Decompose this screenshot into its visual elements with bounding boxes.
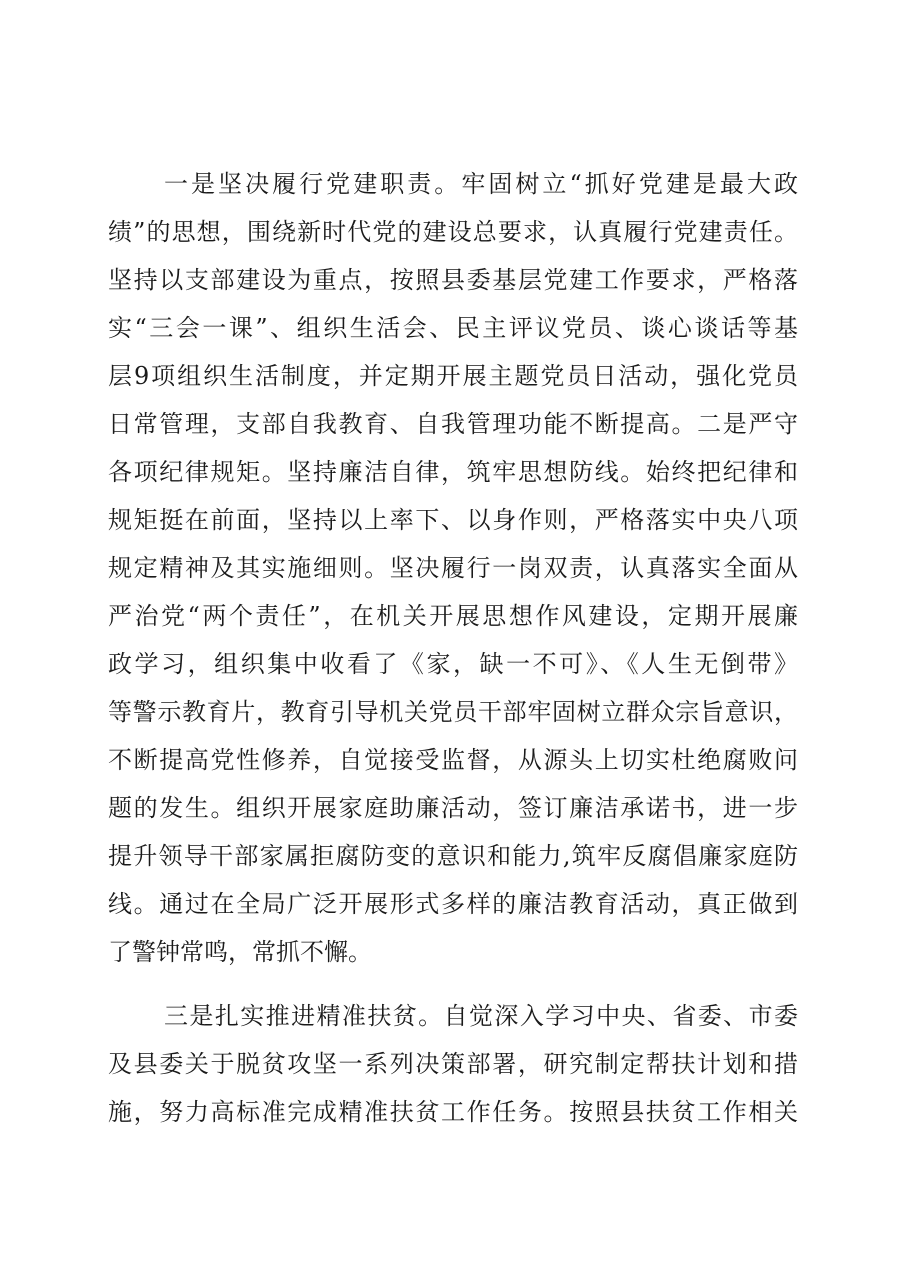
text-line: 坚持以支部建设为重点，按照县委基层党建工作要求，严格落 xyxy=(108,266,798,294)
text-line: 规定精神及其实施细则。坚决履行一岗双责，认真落实全面从 xyxy=(108,554,798,582)
text-line: 等警示教育片，教育引导机关党员干部牢固树立群众宗旨意识， xyxy=(108,698,798,726)
text-line: 规矩挺在前面，坚持以上率下、以身作则，严格落实中央八项 xyxy=(108,506,798,534)
text-line: 一是坚决履行党建职责。牢固树立“抓好党建是最大政 xyxy=(164,170,798,198)
text-line: 各项纪律规矩。坚持廉洁自律，筑牢思想防线。始终把纪律和 xyxy=(108,458,798,486)
text-line: 题的发生。组织开展家庭助廉活动，签订廉洁承诺书，进一步 xyxy=(108,794,798,822)
text-line: 政学习，组织集中收看了《家，缺一不可》、《人生无倒带》 xyxy=(108,650,798,678)
text-line: 施，努力高标准完成精准扶贫工作任务。按照县扶贫工作相关 xyxy=(108,1098,798,1126)
document-body xyxy=(108,160,798,1136)
text-line: 了警钟常鸣，常抓不懈。 xyxy=(108,938,372,966)
paragraph-party-building xyxy=(108,160,798,976)
text-line: 层9项组织生活制度，并定期开展主题党员日活动，强化党员 xyxy=(108,362,798,390)
text-line: 日常管理，支部自我教育、自我管理功能不断提高。二是严守 xyxy=(108,410,798,438)
text-line: 实“三会一课”、组织生活会、民主评议党员、谈心谈话等基 xyxy=(108,314,798,342)
text-line: 绩”的思想，围绕新时代党的建设总要求，认真履行党建责任。 xyxy=(108,218,798,246)
text-line: 线。通过在全局广泛开展形式多样的廉洁教育活动，真正做到 xyxy=(108,890,798,918)
text-line: 提升领导干部家属拒腐防变的意识和能力,筑牢反腐倡廉家庭防 xyxy=(108,842,798,870)
text-line: 不断提高党性修养，自觉接受监督，从源头上切实杜绝腐败问 xyxy=(108,746,798,774)
text-line: 及县委关于脱贫攻坚一系列决策部署，研究制定帮扶计划和措 xyxy=(108,1050,798,1078)
text-line: 三是扎实推进精准扶贫。自觉深入学习中央、省委、市委 xyxy=(164,1002,798,1030)
paragraph-poverty-alleviation xyxy=(108,992,798,1136)
text-line: 严治党“两个责任”，在机关开展思想作风建设，定期开展廉 xyxy=(108,602,798,630)
